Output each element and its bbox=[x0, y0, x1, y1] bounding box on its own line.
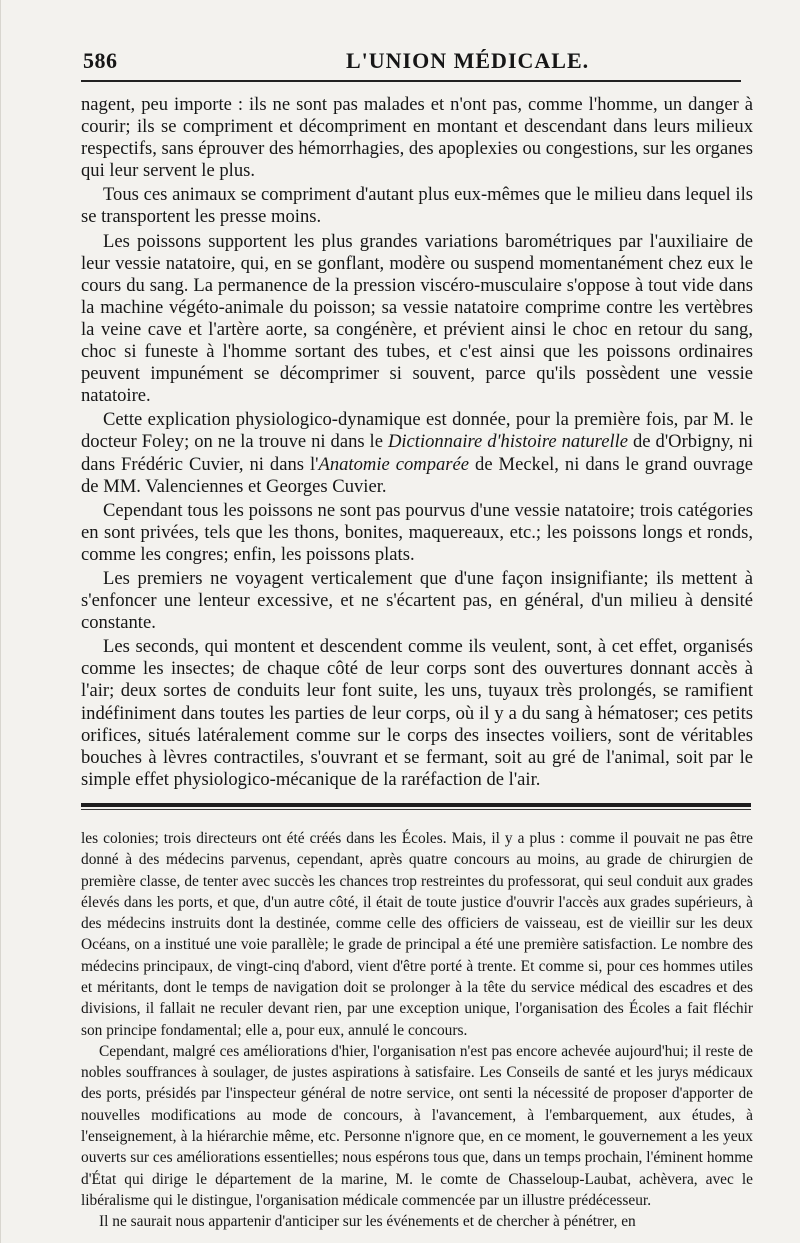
main-paragraph: Les premiers ne voyagent verticalement que d'une façon insignifiante; ils mettent à s'enfoncer une lenteur excessive, et ne s'écartent pas, en général, d'un milieu à densité constante. bbox=[81, 567, 753, 634]
italic-title: Dictionnaire d'histoire naturelle bbox=[387, 431, 629, 453]
text-run: de d'Orbigny, ni dans Frédéric Cuvier, ni dans l' bbox=[81, 431, 753, 475]
note-paragraph: les colonies; trois directeurs ont été créés dans les Écoles. Mais, il y a plus : comme il pouvait ne pas être donné à des médecins parvenus, cependant, après quatre concours au moins, au grade de chirurgien de première classe, de tenter avec succès les chances trop restreintes du professorat, qui seul conduit aux grades élevés dans les ports, et que, d'un autre côté, il était de toute justice d'ouvrir l'accès aux grades supérieurs, à des médecins instruits dont la destinée, comme celle des officiers de vaisseau, est de vieillir sur les deux Océans, on a institué une voie parallèle; le grade de principal a été une première satisfaction. Le nombre des médecins principaux, de vingt-cinq d'abord, vient d'être porté à trente. Et comme si, pour ces hommes utiles et méritants, dont le temps de navigation doit se prolonger à la tête du service médical des escadres et des divisions, il fallait ne reculer devant rien, par une exception unique, l'organisation des Écoles a fait fléchir son principe fondamental; elle a, pour eux, annulé le concours. bbox=[81, 829, 753, 1039]
running-title: L'UNION MÉDICALE. bbox=[346, 48, 590, 73]
main-text bbox=[81, 94, 753, 791]
italic-title: Anatomie comparée bbox=[318, 453, 470, 475]
main-paragraph: nagent, peu importe : ils ne sont pas malades et n'ont pas, comme l'homme, un danger à courir; ils se compriment et décompriment en montant et descendant dans leurs milieux respectifs, sans éprouver des hémorrhagies, des apoplexies ou congestions, sur les organes qui leur servent le plus. bbox=[81, 94, 753, 182]
main-paragraph: Les seconds, qui montent et descendent comme ils veulent, sont, à cet effet, organisés comme les insectes; de chaque côté de leur corps sont des ouvertures donnant accès à l'air; deux sortes de conduits leur font suite, les uns, tuyaux très prolongés, se ramifient indéfiniment dans toutes les parties de leur corps, où il y a du sang à hématoser; ces petits orifices, situés latéralement comme sur le corps des insectes voiliers, sont de véritables bouches à lèvres contractiles, s'ouvrant et se fermant, soit au gré de l'animal, soit par le simple effet physiologico-mécanique de la raréfaction de l'air. bbox=[81, 636, 753, 790]
header-rule bbox=[81, 80, 741, 82]
note-paragraph: Cependant, malgré ces améliorations d'hier, l'organisation n'est pas encore achevée aujourd'hui; il reste de nobles souffrances à soulager, de justes aspirations à satisfaire. Les Conseils de santé et les jurys médicaux des ports, présidés par l'inspecteur général de notre service, ont senti la nécessité de proposer d'apporter de nouvelles modifications au mode de concours, à l'avancement, à l'embarquement, aux études, à l'enseignement, à la hiérarchie même, etc. Personne n'ignore que, en ce moment, le gouvernement a les yeux ouverts sur ces améliorations essentielles; nous espérons tous que, dans un temps prochain, l'éminent homme d'État qui dirige le département de la marine, M. le comte de Chasseloup-Laubat, achèvera, avec le libéralisme qui le distingue, l'organisation médicale commencée par un illustre prédécesseur. bbox=[81, 1042, 753, 1209]
page-number: 586 bbox=[83, 48, 118, 73]
main-paragraph: Cependant tous les poissons ne sont pas pourvus d'une vessie natatoire; trois catégories en sont privées, tels que les thons, bonites, maquereaux, etc.; les poissons longs et ronds, comme les congres; enfin, les poissons plats. bbox=[81, 499, 753, 565]
main-paragraph: Les poissons supportent les plus grandes variations barométriques par l'auxiliaire de leur vessie natatoire, qui, en se gonflant, modère ou suspend momentanément chez eux le cours du sang. La permanence de la pression viscéro-musculaire s'oppose à tout vide dans la machine végéto-animale du poisson; sa vessie natatoire comprime contre les vertèbres la veine cave et l'artère aorte, sa congénère, et prévient ainsi le choc en retour du sang, choc si funeste à l'homme sortant des tubes, et c'est ainsi que les poissons ordinaires peuvent impunément se décomprimer si souvent, parce qu'ils possèdent une vessie natatoire. bbox=[81, 230, 753, 407]
section-divider bbox=[81, 803, 751, 810]
text-run: Cette explication physiologico-dynamique est donnée, pour la première fois, par M. le docteur Foley; on ne la trouve ni dans le bbox=[81, 409, 753, 453]
main-paragraph: Tous ces animaux se compriment d'autant plus eux-mêmes que le milieu dans lequel ils se transportent les presse moins. bbox=[81, 184, 753, 228]
note-paragraph: Il ne saurait nous appartenir d'anticiper sur les événements et de chercher à pénétrer, en bbox=[99, 1213, 636, 1231]
feuilleton-text bbox=[81, 828, 753, 1233]
page-header bbox=[81, 38, 768, 72]
divider-thick-rule bbox=[81, 803, 751, 807]
main-paragraph bbox=[81, 409, 753, 497]
divider-thin-rule bbox=[81, 809, 751, 810]
text-run: de Meckel, ni dans le grand ouvrage de MM. Valenciennes et Georges Cuvier. bbox=[81, 453, 754, 497]
